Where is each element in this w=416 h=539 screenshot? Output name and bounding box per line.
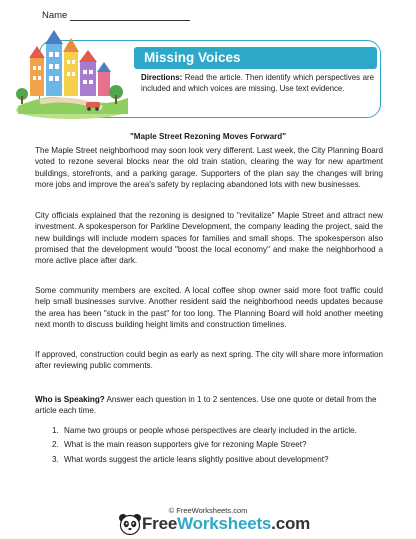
name-label: Name — [42, 10, 68, 21]
directions-text: Read the article. Then identify which perspectives are included and which voices are missing. Use text evidence. — [141, 73, 374, 93]
question-text: What is the main reason supporters give for rezoning Maple Street? — [64, 440, 307, 450]
directions-label: Directions: — [141, 73, 183, 82]
article-paragraph-4: If approved, construction could begin as early as next spring. The city will share more information after reviewing public comments. — [35, 350, 383, 371]
question-number: 2. — [52, 440, 59, 450]
panda-mascot-icon — [118, 512, 142, 536]
directions — [141, 72, 374, 94]
title-bar — [134, 47, 377, 69]
city-illustration-icon — [10, 22, 132, 122]
question-text: Name two groups or people whose perspectives are clearly included in the article. — [64, 426, 357, 435]
question-list — [52, 425, 384, 468]
questions-intro — [35, 394, 383, 417]
footer-logo[interactable] — [118, 512, 310, 536]
questions-instructions: Answer each question in 1 to 2 sentences. Use one quote or detail from the article each time. — [35, 395, 377, 416]
question-item — [52, 439, 384, 450]
article-paragraph-1: The Maple Street neighborhood may soon look very different. Last week, the City Planning Board voted to rezone several blocks near the old train station, clearing the way for new apartment buildings, storefronts, and a parking garage. Supporters of the plan say the changes will bring more jobs and improve the area's safety by replacing abandoned lots with new businesses. — [35, 146, 383, 189]
logo-worksheets: Worksheets — [177, 514, 272, 533]
footer-copyright: © FreeWorksheets.com — [168, 506, 248, 515]
question-item — [52, 425, 384, 436]
logo-wordmark — [142, 514, 310, 534]
logo-com: .com — [271, 514, 311, 533]
article-headline: "Maple Street Rezoning Moves Forward" — [129, 132, 287, 141]
question-number: 3. — [52, 454, 59, 464]
article-paragraph-2: City officials explained that the rezoning is designed to "revitalize" Maple Street and attract new investment. A spokesperson for Parkline Development, the company leading the project, said the new buildings will include modern spaces for families and small shops. The spokesperson also promised that the development would "boost the local economy" and make the neighborhood a more active place after dark. — [35, 211, 383, 266]
question-text: What words suggest the article leans slightly positive about development? — [64, 454, 329, 464]
question-number: 1. — [52, 426, 59, 435]
questions-heading: Who is Speaking? — [35, 395, 105, 404]
article-paragraph-3: Some community members are excited. A local coffee shop owner said more foot traffic could help small businesses survive. Another resident said the neighborhood needs updates because the area has been "stuck in the past" for too long. The Planning Board will hold another meeting next month to discuss building height limits and construction timelines. — [35, 286, 383, 329]
logo-free: Free — [142, 514, 178, 533]
question-item — [52, 454, 384, 465]
name-line[interactable] — [70, 11, 190, 21]
name-field — [42, 10, 190, 21]
worksheet-title: Missing Voices — [144, 50, 241, 65]
